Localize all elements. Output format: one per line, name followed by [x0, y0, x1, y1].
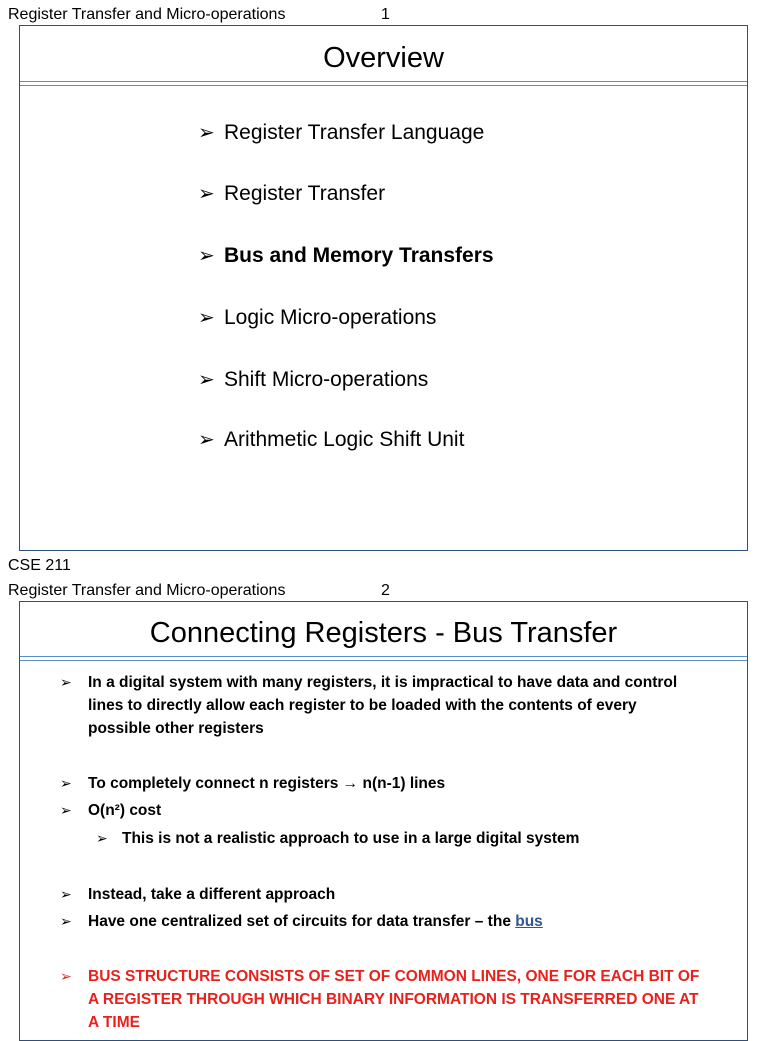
bullet-text-prefix: Have one centralized set of circuits for data transfer – the [88, 913, 516, 930]
bullet-text: This is not a realistic approach to use in a large digital system [122, 830, 580, 847]
bullet-arrow-icon: ➢ [60, 674, 72, 690]
sub-bullet-item [96, 827, 579, 850]
title-rule-bottom [20, 85, 747, 86]
bullet-item [60, 910, 700, 933]
bullet-arrow-icon: ➢ [198, 122, 215, 144]
title-rule-bottom [20, 660, 747, 661]
page-header-title: Register Transfer and Micro-operations [8, 582, 286, 599]
bullet-item [60, 883, 700, 906]
title-rule-top [20, 81, 747, 82]
bullet-arrow-icon: ➢ [198, 245, 215, 267]
page-header-title: Register Transfer and Micro-operations [8, 6, 286, 23]
bullet-arrow-icon: ➢ [198, 369, 215, 391]
overview-bullet-text: Register Transfer Language [224, 121, 485, 144]
bullet-item [60, 772, 700, 795]
overview-bullet-text: Shift Micro-operations [224, 368, 429, 391]
overview-bullet [198, 305, 436, 331]
bus-link[interactable]: bus [515, 913, 543, 930]
page-number: 1 [381, 6, 390, 23]
bullet-arrow-icon: ➢ [60, 775, 72, 791]
title-rule-top [20, 656, 747, 657]
bullet-arrow-icon: ➢ [198, 307, 215, 329]
page-footer-course: CSE 211 [8, 557, 71, 574]
bullet-arrow-icon: ➢ [96, 830, 108, 846]
slide-overview [19, 25, 748, 551]
overview-bullet-text: Register Transfer [224, 182, 386, 205]
bullet-text [88, 910, 700, 933]
bullet-arrow-icon: ➢ [60, 913, 72, 929]
slide-title: Connecting Registers - Bus Transfer [149, 617, 618, 649]
bullet-arrow-icon: ➢ [198, 429, 215, 451]
slide-title: Overview [323, 42, 444, 74]
overview-bullet [198, 427, 464, 453]
bullet-arrow-icon: ➢ [198, 183, 215, 205]
overview-bullet [198, 181, 385, 207]
overview-bullet [198, 120, 484, 146]
bullet-arrow-icon: ➢ [60, 886, 72, 902]
overview-bullet-text: Bus and Memory Transfers [224, 244, 494, 267]
overview-bullet-text: Logic Micro-operations [224, 306, 437, 329]
bullet-arrow-icon: ➢ [60, 802, 72, 818]
overview-bullet [198, 367, 428, 393]
bullet-text: BUS STRUCTURE CONSISTS OF SET OF COMMON LINES, ONE FOR EACH BIT OF A REGISTER THROUGH WHICH BINARY INFORMATION IS TRANSFERRED ONE AT A TIME [88, 968, 700, 1031]
bullet-text: Instead, take a different approach [88, 886, 336, 903]
overview-bullet-current [198, 243, 494, 269]
slide-bus-transfer [19, 601, 748, 1041]
bullet-item [60, 799, 700, 822]
bullet-text: O(n²) cost [88, 802, 162, 819]
bullet-text: To completely connect n registers → n(n-1) lines [88, 775, 446, 792]
bullet-arrow-icon: ➢ [60, 968, 72, 984]
bullet-text: In a digital system with many registers, it is impractical to have data and control lines to directly allow each register to be loaded with the contents of every possible other registers [88, 674, 678, 737]
overview-bullet-text: Arithmetic Logic Shift Unit [224, 428, 465, 451]
bullet-item [60, 671, 700, 740]
page-number: 2 [381, 582, 390, 599]
